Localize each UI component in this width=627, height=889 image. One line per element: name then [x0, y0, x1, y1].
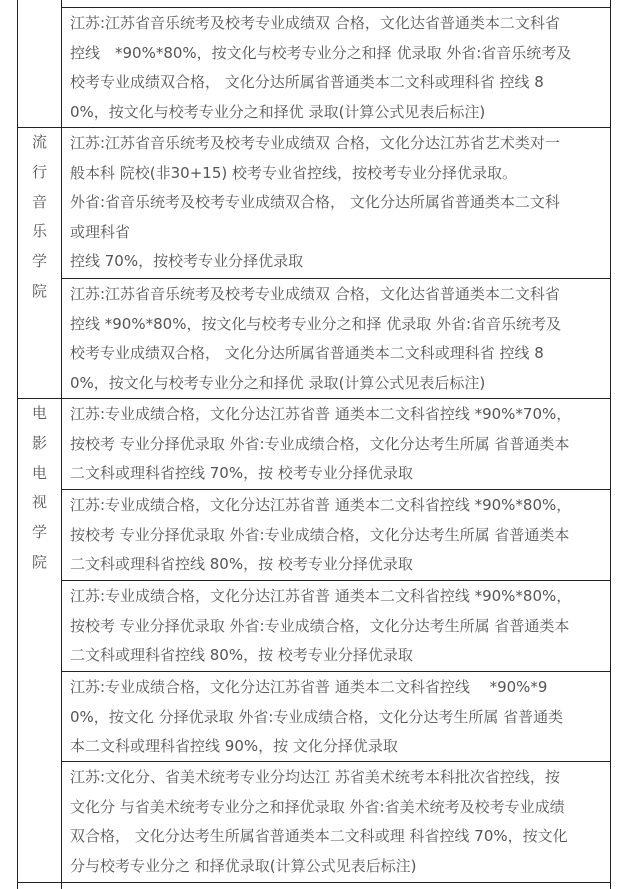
requirement-text-line: 二文科或理科省控线 70%，按 校考专业分择优录取	[70, 464, 413, 482]
admission-requirement-cell	[62, 580, 610, 671]
requirement-text-line: 或理科省	[70, 222, 131, 241]
requirement-text-line: 外省:省音乐统考及校考专业成绩双合格， 文化分达所属省普通类本二文科	[70, 193, 560, 211]
row-divider	[17, 882, 611, 883]
requirement-text-line: 按校考 专业分择优录取 外省:专业成绩合格，文化分达考生所属 省普通类本	[70, 434, 570, 453]
department-name-char: 院	[31, 552, 47, 571]
requirement-text-line: 控线 *90%*80%，按文化与校考专业分之和择 优录取 外省:省音乐统考及	[70, 43, 572, 62]
department-name-char: 院	[31, 281, 47, 300]
requirement-text-line: 控线 *90%*80%，按文化与校考专业分之和择 优录取 外省:省音乐统考及	[70, 314, 562, 333]
admission-requirement-cell	[62, 7, 610, 127]
requirement-text-line: 本二文科或理科省控线 90%，按 文化分择优录取	[70, 737, 398, 755]
admission-requirement-cell	[62, 761, 610, 881]
department-name-char: 电	[31, 463, 47, 482]
requirement-text-line: 文化分 与省美术统考专业分之和择优录取 外省:省美术统考及校考专业成绩	[70, 797, 565, 816]
requirement-text-line: 0%，按文化与校考专业分之和择优 录取(计算公式见表后标注)	[70, 102, 486, 121]
requirement-text-line: 江苏:专业成绩合格，文化分达江苏省普 通类本二文科省控线 *90%*9	[70, 678, 548, 696]
department-name-char: 视	[31, 493, 47, 512]
requirement-text-line: 0%，按文化与校考专业分之和择优 录取(计算公式见表后标注)	[70, 373, 486, 392]
requirement-text-line: 江苏:江苏省音乐统考及校考专业成绩双 合格，文化达省普通类本二文科省	[70, 285, 560, 303]
department-name	[18, 399, 61, 578]
department-name-char: 流	[31, 133, 47, 151]
department-name-char: 学	[31, 252, 47, 271]
table-border-right	[610, 0, 611, 889]
requirement-text-line: 双合格， 文化分达考生所属省普通类本二文科或理 科省控线 70%，按文化	[70, 827, 568, 845]
department-name-char: 音	[31, 192, 47, 211]
requirement-text-line: 江苏:专业成绩合格，文化分达江苏省普 通类本二文科省控线 *90%*80%，	[70, 496, 572, 514]
requirement-text-line: 江苏:江苏省音乐统考及校考专业成绩双 合格，文化分达江苏省艺术类对一	[70, 134, 560, 152]
requirement-text-line: 江苏:江苏省音乐统考及校考专业成绩双 合格，文化达省普通类本二文科省	[70, 14, 560, 32]
department-name-char: 影	[31, 433, 47, 452]
requirement-text-line: 0%，按文化 分择优录取 外省:专业成绩合格，文化分达考生所属 省普通类	[70, 707, 564, 726]
admission-requirement-cell	[62, 489, 610, 580]
admission-requirement-cell	[62, 671, 610, 762]
requirement-text-line: 二文科或理科省控线 80%，按 校考专业分择优录取	[70, 555, 413, 573]
requirement-text-line: 江苏:专业成绩合格，文化分达江苏省普 通类本二文科省控线 *90%*70%，	[70, 405, 572, 423]
department-name	[18, 128, 61, 307]
admission-requirement-cell	[62, 127, 610, 277]
requirement-text-line: 校考专业成绩双合格， 文化分达所属省普通类本二文科或理科省 控线 8	[70, 344, 544, 362]
admission-requirement-cell	[62, 278, 610, 398]
requirement-text-line: 按校考 专业分择优录取 外省:专业成绩合格，文化分达考生所属 省普通类本	[70, 525, 570, 544]
department-name-char: 乐	[31, 222, 47, 241]
department-name-char: 学	[31, 523, 47, 542]
requirement-text-line: 江苏:专业成绩合格，文化分达江苏省普 通类本二文科省控线 *90%*80%，	[70, 587, 572, 605]
requirement-text-line: 分与校考专业分之 和择优录取(计算公式见表后标注)	[70, 856, 417, 875]
requirement-text-line: 校考专业成绩双合格， 文化分达所属省普通类本二文科或理科省 控线 8	[70, 73, 544, 91]
requirement-text-line: 二文科或理科省控线 80%，按 校考专业分择优录取	[70, 646, 413, 664]
department-name-char: 行	[31, 162, 47, 181]
requirement-text-line: 按校考 专业分择优录取 外省:专业成绩合格，文化分达考生所属 省普通类本	[70, 616, 570, 635]
requirement-text-line: 江苏:文化分、省美术统考专业分均达江 苏省美术统考本科批次省控线，按	[70, 768, 560, 786]
department-name-char: 电	[31, 404, 47, 422]
admission-requirement-cell	[62, 398, 610, 489]
requirement-text-line: 般本科 院校(非30+15) 校考专业省控线，按校考专业分择优录取。	[70, 163, 517, 182]
requirement-text-line: 控线 70%，按校考专业分择优录取	[70, 252, 304, 270]
